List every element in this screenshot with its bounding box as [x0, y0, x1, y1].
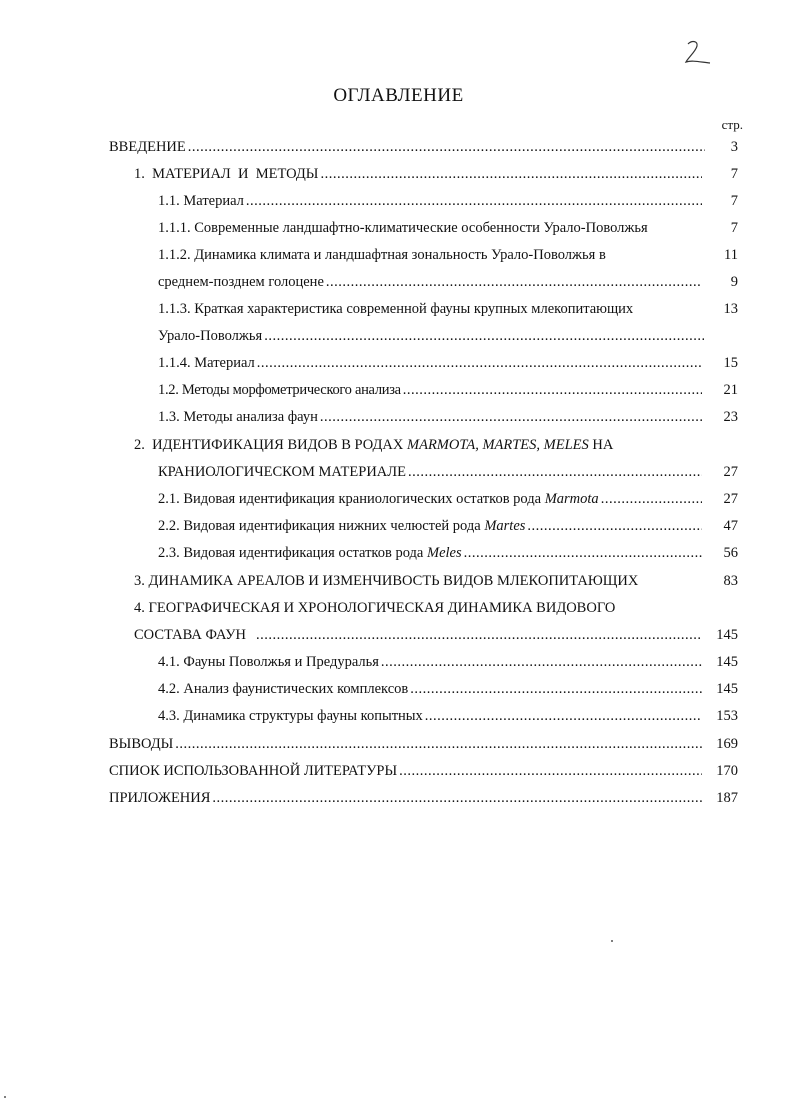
toc-page: 145 [716, 627, 738, 643]
toc-page: 27 [723, 491, 738, 507]
toc-entry-4-3: 4.3. Динамика структуры фауны копытных ..... [158, 705, 704, 727]
toc-entry-bibliography: СПИОК ИСПОЛЬЗОВАННОЙ ЛИТЕРАТУРЫ ..... [109, 760, 704, 782]
toc-entry-2-2: 2.2. Видовая идентификация нижних челюстей рода Martes ..... [158, 515, 704, 537]
toc-entry-2-1: 2.1. Видовая идентификация краниологических остатков рода Marmota ..... [158, 488, 704, 510]
toc-entry-2-3: 2.3. Видовая идентификация остатков рода Meles ..... [158, 542, 704, 564]
toc-entry-1-1-3: 1.1.3. Краткая характеристика современной фауны крупных млекопитающих [158, 301, 634, 317]
toc-entry-1-2: 1.2. Методы морфометрического анализа ..... [158, 379, 704, 401]
toc-page: 7 [730, 166, 738, 182]
toc-page: 83 [723, 573, 738, 589]
toc-title: ОГЛАВЛЕНИЕ [333, 85, 464, 106]
toc-entry-1-1-2-continued: среднем-позднем голоцене ..... [158, 271, 704, 293]
toc-page: 27 [723, 464, 738, 480]
toc-entry-1-1-4: 1.1.4. Материал ..... [158, 352, 704, 374]
toc-page: 15 [723, 355, 738, 371]
toc-entry-1-3: 1.3. Методы анализа фаун ..... [158, 406, 704, 428]
toc-page: 153 [716, 708, 738, 724]
toc-page: 3 [730, 139, 738, 155]
toc-page: 145 [716, 654, 738, 670]
toc-page: 47 [723, 518, 738, 534]
toc-page: 145 [716, 681, 738, 697]
scan-speck [611, 940, 613, 942]
toc-entry-4-2: 4.2. Анализ фаунистических комплексов ..... [158, 678, 704, 700]
toc-page: 56 [723, 545, 738, 561]
toc-entry-1-1: 1.1. Материал ..... [158, 190, 704, 212]
toc-entry-conclusions: ВЫВОДЫ ..... [109, 733, 704, 755]
toc-entry-chapter-4: 4. ГЕОГРАФИЧЕСКАЯ И ХРОНОЛОГИЧЕСКАЯ ДИНАМИКА ВИДОВОГО [134, 600, 616, 616]
toc-page: 7 [730, 220, 738, 236]
toc-page: 7 [730, 193, 738, 209]
toc-entry-chapter-2-continued: КРАНИОЛОГИЧЕСКОМ МАТЕРИАЛЕ ..... [158, 461, 704, 483]
toc-entry-appendices: ПРИЛОЖЕНИЯ ..... [109, 787, 704, 809]
page-column-label: стр. [721, 117, 743, 132]
handwritten-page-number [682, 38, 714, 66]
toc-entry-introduction: ВВЕДЕНИЕ ..... [109, 136, 707, 158]
toc-page: 21 [723, 382, 738, 398]
toc-entry-1-1-3-continued: Урало-Поволжья ..... [158, 325, 706, 347]
toc-page: 187 [716, 790, 738, 806]
toc-page: 169 [716, 736, 738, 752]
toc-entry-chapter-2: 2. ИДЕНТИФИКАЦИЯ ВИДОВ В РОДАХ MARMOTA, MARTES, MELES НА [134, 437, 614, 453]
toc-entry-4-1: 4.1. Фауны Поволжья и Предуралья ..... [158, 651, 704, 673]
toc-entry-1-1-1: 1.1.1. Современные ландшафтно-климатические особенности Урало-Поволжья [158, 220, 648, 236]
toc-entry-1-1-2: 1.1.2. Динамика климата и ландшафтная зональность Урало-Поволжья в [158, 247, 606, 263]
toc-entry-chapter-4-continued: СОСТАВА ФАУН ..... [134, 624, 704, 646]
toc-page: 23 [723, 409, 738, 425]
toc-page: 13 [723, 301, 738, 317]
scan-speck [4, 1096, 6, 1098]
toc-entry-chapter-1: 1. МАТЕРИАЛ И МЕТОДЫ ..... [134, 163, 704, 185]
toc-page: 9 [730, 274, 738, 290]
toc-page: 170 [716, 763, 738, 779]
toc-page: 11 [724, 247, 738, 263]
toc-entry-chapter-3: 3. ДИНАМИКА АРЕАЛОВ И ИЗМЕНЧИВОСТЬ ВИДОВ МЛЕКОПИТАЮЩИХ [134, 573, 639, 589]
